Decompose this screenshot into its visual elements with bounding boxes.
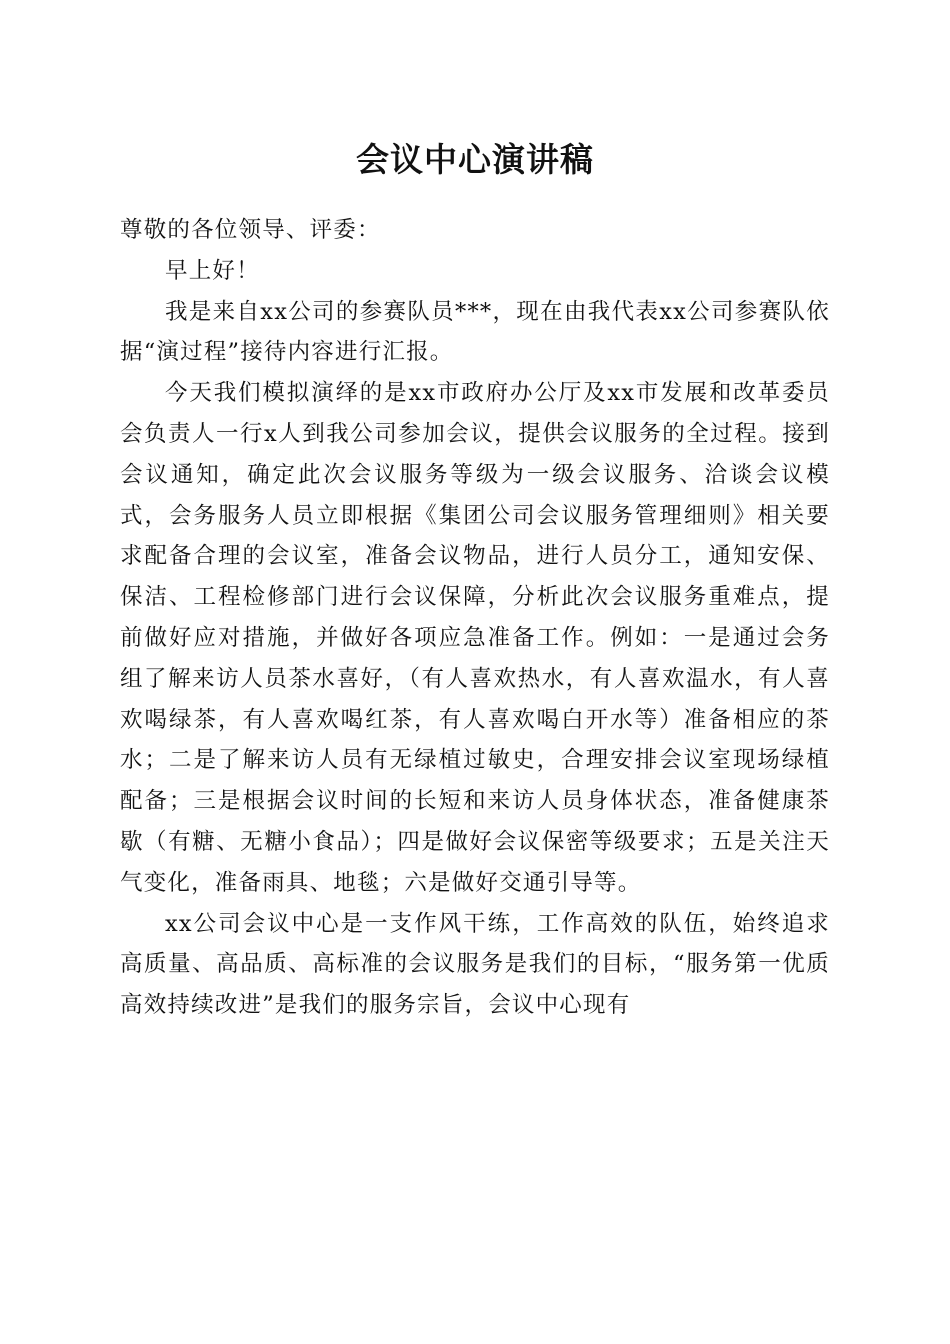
- document-title: 会议中心演讲稿: [356, 140, 594, 179]
- paragraph-1: 我是来自xx公司的参赛队员***，现在由我代表xx公司参赛队依据“演过程”接待内容进行汇报。: [120, 298, 830, 366]
- paragraph-3: xx公司会议中心是一支作风干练，工作高效的队伍，始终追求高质量、高品质、高标准的会议服务是我们的目标，“服务第一优质高效持续改进”是我们的服务宗旨，会议中心现有: [120, 910, 830, 1019]
- document-body: [120, 210, 830, 1026]
- greeting: 早上好！: [165, 257, 260, 284]
- paragraph-2: 今天我们模拟演绎的是xx市政府办公厅及xx市发展和改革委员会负责人一行x人到我公司参加会议，提供会议服务的全过程。接到会议通知，确定此次会议服务等级为一级会议服务、洽谈会议模式，会务服务人员立即根据《集团公司会议服务管理细则》相关要求配备合理的会议室，准备会议物品，进行人员分工，通知安保、保洁、工程检修部门进行会议保障，分析此次会议服务重难点，提前做好应对措施，并做好各项应急准备工作。例如：一是通过会务组了解来访人员茶水喜好，（有人喜欢热水，有人喜欢温水，有人喜欢喝绿茶，有人喜欢喝红茶，有人喜欢喝白开水等）准备相应的茶水；二是了解来访人员有无绿植过敏史，合理安排会议室现场绿植配备；三是根据会议时间的长短和来访人员身体状态，准备健康茶歇（有糖、无糖小食品）；四是做好会议保密等级要求；五是关注天气变化，准备雨具、地毯；六是做好交通引导等。: [120, 380, 830, 896]
- salutation: 尊敬的各位领导、评委：: [120, 217, 381, 243]
